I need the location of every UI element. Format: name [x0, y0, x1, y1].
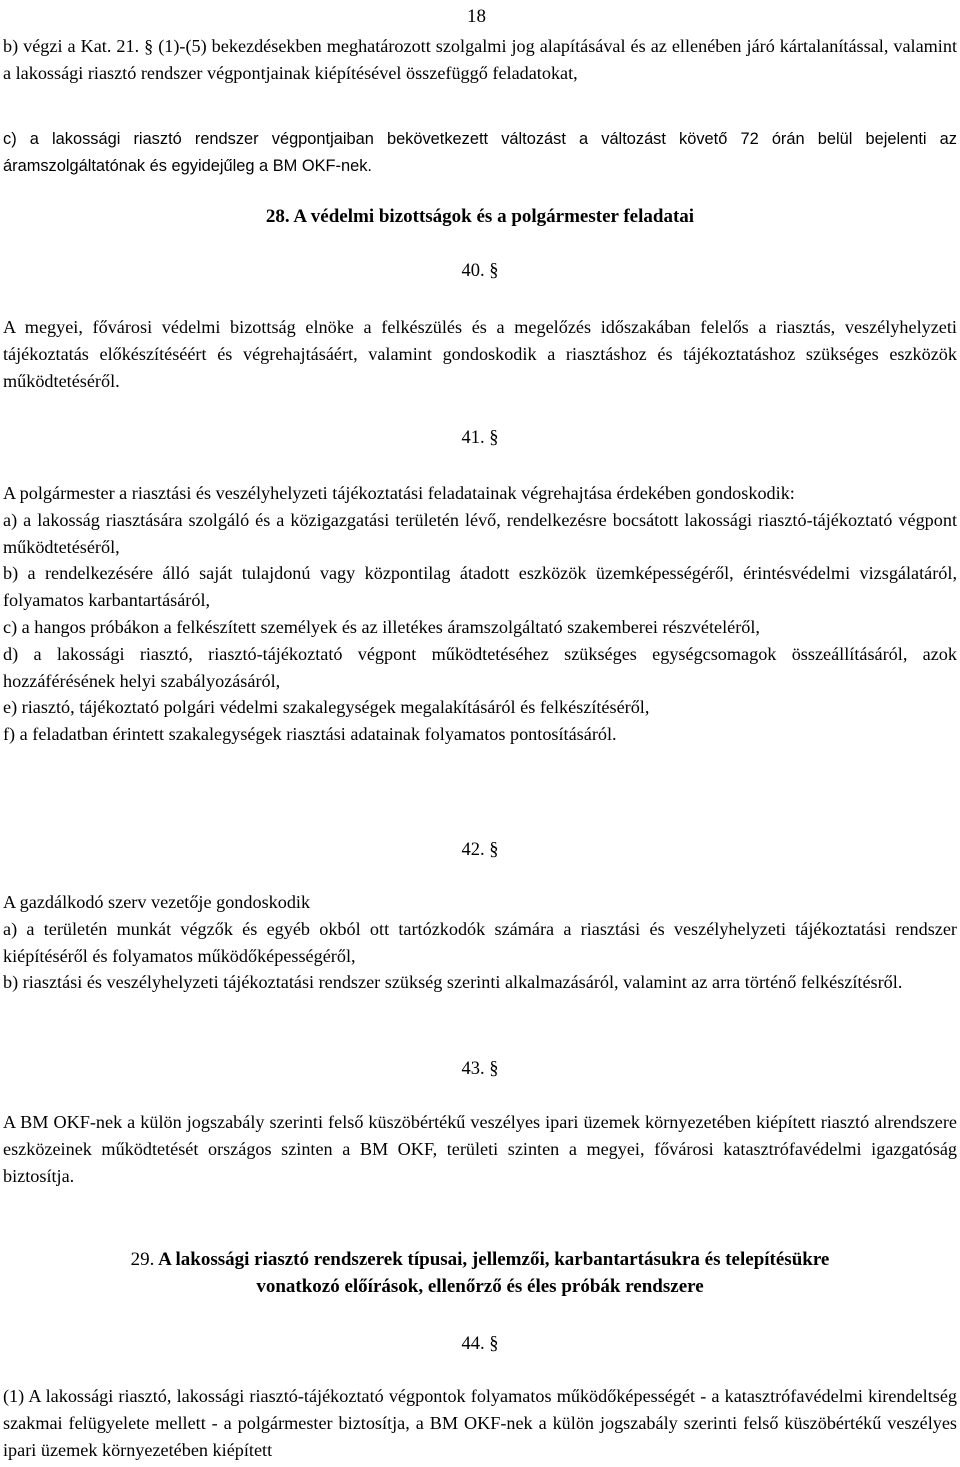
paragraph-40-mark: 40. § — [461, 261, 499, 281]
intro-item-b: b) végzi a Kat. 21. § (1)-(5) bekezdésekben meghatározott szolgalmi jog alapításával és az ellenében járó kártalanítással, valamint a lakossági riasztó rendszer végpontjainak kiépítésével összefüggő feladatokat, — [3, 36, 957, 83]
paragraph-41-mark: 41. § — [461, 428, 499, 448]
paragraph-42-item-b: b) riasztási és veszélyhelyzeti tájékoztatási rendszer szükség szerinti alkalmazásáról, valamint az arra történő felkészítésről. — [3, 972, 903, 993]
paragraph-44-mark: 44. § — [461, 1334, 499, 1354]
paragraph-41-block — [3, 480, 957, 748]
intro-item-c: c) a lakossági riasztó rendszer végpontjaiban bekövetkezett változást a változást követő 72 órán belül bejelenti az áramszolgáltatónak és egyidejűleg a BM OKF-nek. — [3, 130, 957, 175]
paragraph-42-item-a: a) a területén munkát végzők és egyéb okból ott tartózkodók számára a riasztási és veszélyhelyzeti tájékoztatási rendszer kiépítéséről és folyamatos működőképességéről, — [3, 918, 957, 966]
paragraph-42-block — [3, 889, 957, 996]
paragraph-41-item-d: d) a lakossági riasztó, riasztó-tájékoztató végpont működtetéséhez szükséges egységcsomagok összeállításáról, azok hozzáférésének helyi szabályozásáról, — [3, 643, 957, 691]
paragraph-43-mark: 43. § — [461, 1059, 499, 1079]
section-28-title: A védelmi bizottságok és a polgármester feladatai — [293, 206, 695, 227]
intro-item-c-block — [3, 126, 957, 180]
paragraph-41-item-c: c) a hangos próbákon a felkészített személyek és az illetékes áramszolgáltató szakemberei részvételéről, — [3, 616, 760, 637]
paragraph-40-text-block — [3, 314, 957, 394]
paragraph-43-text: A BM OKF-nek a külön jogszabály szerinti felső küszöbértékű veszélyes ipari üzemek környezetében kiépített riasztó alrendszere eszközeinek működtetését országos szinten a BM OKF, területi szinten a megyei, fővárosi katasztrófavédelmi igazgatóság biztosítja. — [3, 1112, 957, 1186]
paragraph-41-item-b: b) a rendelkezésére álló saját tulajdonú vagy központilag átadott eszközök üzemképességéről, érintésvédelmi vizsgálatáról, folyamatos karbantartásáról, — [3, 563, 957, 611]
paragraph-44-text: (1) A lakossági riasztó, lakossági riasztó-tájékoztató végpontok folyamatos működőképességét - a katasztrófavédelmi kirendeltség szakmai felügyelete mellett - a polgármester biztosítja, a BM OKF-nek a külön jogszabály szerinti felső küszöbértékű veszélyes ipari üzemek környezetében kiépített — [3, 1386, 957, 1460]
paragraph-44-text-block — [3, 1383, 957, 1463]
section-29-heading — [0, 1247, 960, 1301]
paragraph-41-lead: A polgármester a riasztási és veszélyhelyzeti tájékoztatási feladatainak végrehajtása érdekében gondoskodik: — [3, 483, 795, 503]
section-29-title-line2: vonatkozó előírások, ellenőrző és éles próbák rendszere — [256, 1275, 704, 1297]
paragraph-41-item-a: a) a lakosság riasztására szolgáló és a közigazgatási területén lévő, rendelkezésre bocsátott lakossági riasztó-tájékoztató végpont működtetéséről, — [3, 509, 957, 557]
paragraph-41-item-f: f) a feladatban érintett szakalegységek riasztási adatainak folyamatos pontosításáról. — [3, 724, 617, 745]
section-28-heading — [0, 204, 960, 231]
paragraph-40-text: A megyei, fővárosi védelmi bizottság elnöke a felkészülés és a megelőzés időszakában felelős a riasztás, veszélyhelyzeti tájékoztatás előkészítéséért és végrehajtásáért, valamint gondoskodik a riasztáshoz és tájékoztatáshoz szükséges eszközök működtetéséről. — [3, 317, 957, 391]
section-29-title-line1: A lakossági riasztó rendszerek típusai, jellemzői, karbantartásukra és telepítésükre — [158, 1249, 830, 1270]
page-number: 18 — [467, 6, 486, 27]
section-29-number: 29. — [130, 1249, 155, 1270]
section-28-number: 28. — [265, 206, 290, 227]
paragraph-41-item-e: e) riasztó, tájékoztató polgári védelmi szakalegységek megalakításáról és felkészítéséről, — [3, 697, 650, 718]
paragraph-42-lead: A gazdálkodó szerv vezetője gondoskodik — [3, 892, 311, 912]
paragraph-43-text-block — [3, 1109, 957, 1189]
paragraph-42-mark: 42. § — [461, 840, 499, 860]
intro-block — [3, 33, 957, 87]
